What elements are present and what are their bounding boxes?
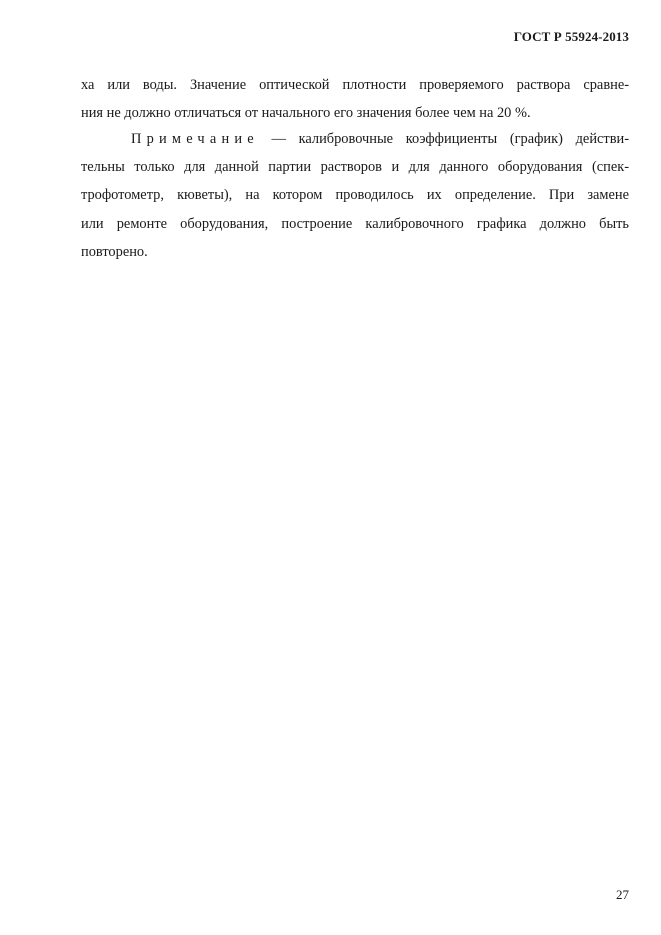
note-line: тельны только для данной партии растворов и для данного оборудования (спек- [81,159,629,176]
paragraph-line: ха или воды. Значение оптической плотности проверяемого раствора сравне- [81,77,629,93]
note-line: или ремонте оборудования, построение калибровочного графика должно быть [81,215,629,232]
note-line: трофотометр, кюветы), на котором проводилось их определение. При замене [81,187,629,204]
note-label: Примечание [131,131,259,147]
note-line: повторено. [81,243,148,260]
page-number: 27 [616,887,629,902]
paragraph-continuation [81,71,629,127]
note-first-line [81,125,629,153]
paragraph-line: ния не должно отличаться от начального его значения более чем на 20 %. [81,105,531,122]
note-first-line-text: — калибровочные коэффициенты (график) действи- [258,131,629,147]
note-paragraph [81,125,629,266]
document-header: ГОСТ Р 55924-2013 [513,29,629,44]
